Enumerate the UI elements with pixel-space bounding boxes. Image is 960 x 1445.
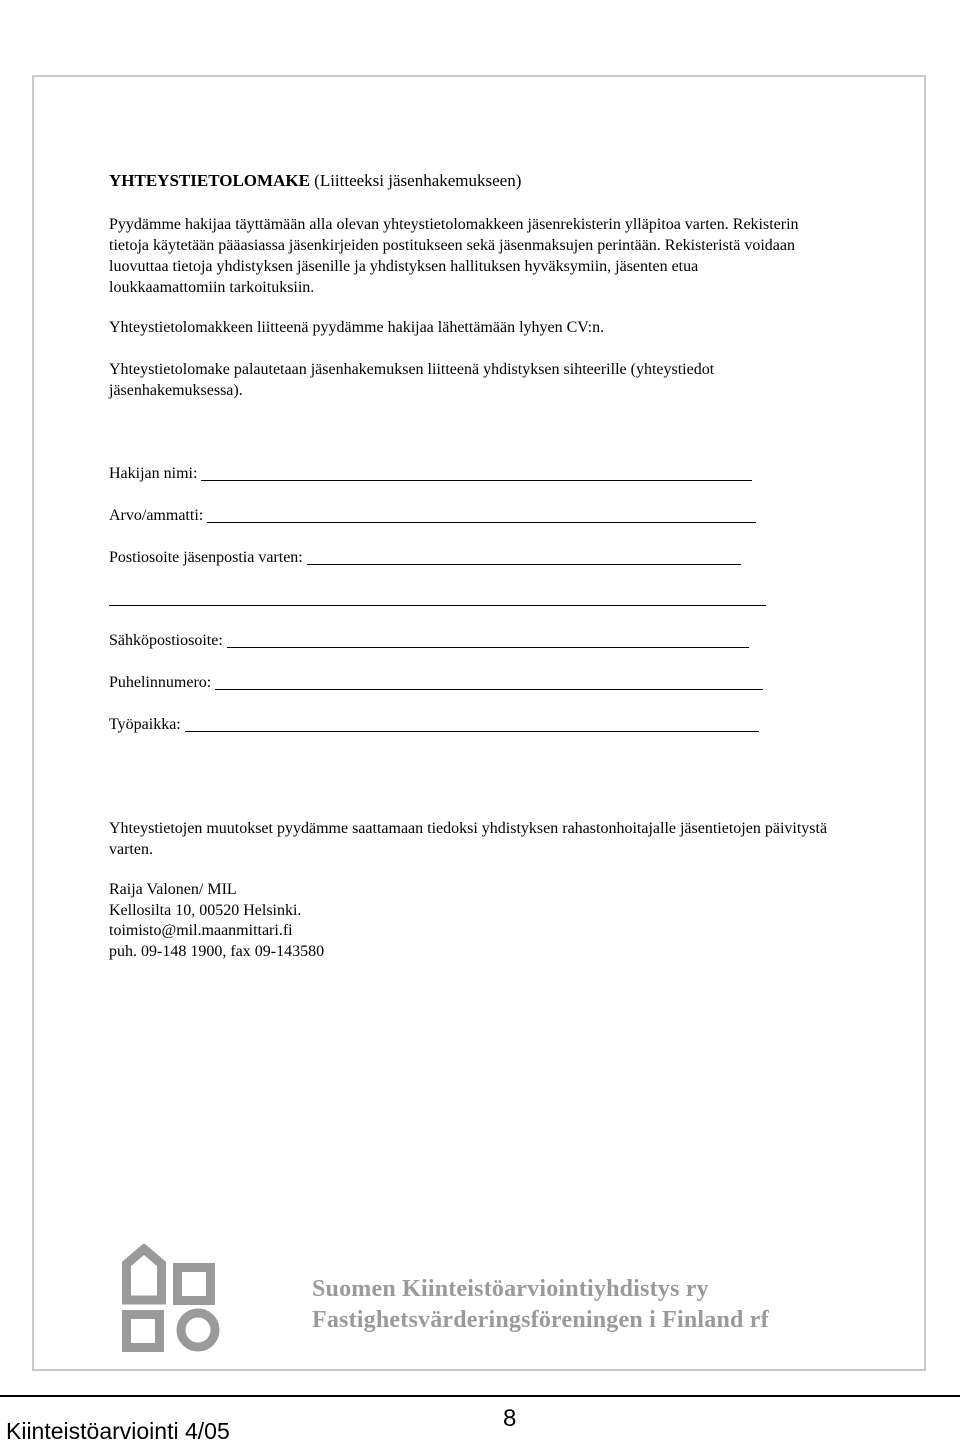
workplace-field-label: Työpaikka: — [109, 716, 181, 733]
address-field-label: Postiosoite jäsenpostia varten: — [109, 549, 303, 566]
contact-block — [109, 880, 324, 962]
address-field-second-line[interactable] — [109, 605, 766, 606]
cv-note: Yhteystietolomakkeen liitteenä pyydämme hakijaa lähettämään lyhyen CV:n. — [109, 319, 605, 336]
address-field[interactable] — [109, 546, 741, 568]
organization-name-sv: Fastighetsvärderingsföreningen i Finland rf — [312, 1307, 769, 1333]
workplace-field-line[interactable] — [185, 730, 759, 732]
phone-field-line[interactable] — [215, 688, 763, 690]
association-logo-icon — [118, 1244, 234, 1352]
footer-divider — [0, 1395, 960, 1397]
return-note: Yhteystietolomake palautetaan jäsenhakemuksen liitteenä yhdistyksen sihteerille (yhteystiedot jäsenhakemuksessa). — [109, 361, 715, 399]
contact-name: Raija Valonen/ MIL — [109, 881, 237, 898]
form-title-subtitle: (Liitteeksi jäsenhakemukseen) — [309, 171, 522, 190]
email-field[interactable] — [109, 629, 749, 651]
intro-paragraph: Pyydämme hakijaa täyttämään alla olevan yhteystietolomakkeen jäsenrekisterin ylläpitoa varten. Rekisterin tietoja käytetään pääasiassa jäsenkirjeiden postitukseen sekä jäsenmaksujen perintään. Rekisteristä voidaan luovuttaa tietoja yhdistyksen jäsenille ja yhdistyksen hallituksen hyväksymiin, jäsenten etua loukkaamattomiin tarkoituksiin. — [109, 216, 799, 296]
workplace-field[interactable] — [109, 713, 759, 735]
address-field-line[interactable] — [307, 563, 741, 565]
name-field[interactable] — [109, 462, 752, 484]
name-field-label: Hakijan nimi: — [109, 465, 198, 482]
update-note: Yhteystietojen muutokset pyydämme saattamaan tiedoksi yhdistyksen rahastonhoitajalle jäsentietojen päivitystä varten. — [109, 820, 828, 858]
title-field-line[interactable] — [207, 521, 756, 523]
organization-name-fi: Suomen Kiinteistöarviointiyhdistys ry — [312, 1276, 709, 1302]
footer-publication: Kiinteistöarviointi 4/05 — [6, 1418, 230, 1444]
form-title — [109, 170, 521, 192]
contact-phone: puh. 09-148 1900, fax 09-143580 — [109, 942, 325, 960]
contact-address: Kellosilta 10, 00520 Helsinki. — [109, 901, 302, 919]
title-field-label: Arvo/ammatti: — [109, 507, 204, 524]
contact-email[interactable]: toimisto@mil.maanmittari.fi — [109, 922, 293, 939]
name-field-line[interactable] — [201, 479, 752, 481]
phone-field[interactable] — [109, 671, 763, 693]
page-number: 8 — [503, 1405, 517, 1432]
email-field-line[interactable] — [227, 646, 749, 648]
email-field-label: Sähköpostiosoite: — [109, 632, 223, 649]
phone-field-label: Puhelinnumero: — [109, 674, 212, 691]
form-title-bold: YHTEYSTIETOLOMAKE — [109, 171, 310, 190]
title-field[interactable] — [109, 504, 756, 526]
